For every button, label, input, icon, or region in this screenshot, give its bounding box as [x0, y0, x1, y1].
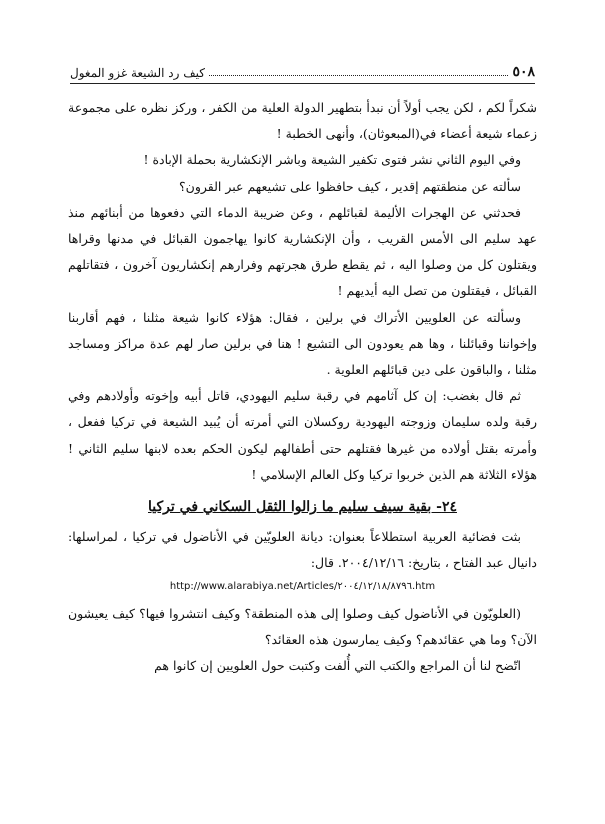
source-url: http://www.alarabiya.net/Articles/٢٠٠٤/١٢/١٨/٨٧٩٦.htm: [169, 580, 436, 592]
section-title: ٢٤- بقية سيف سليم ما زالوا الثقل السكاني في تركيا: [148, 499, 457, 516]
running-title: كيف رد الشيعة غزو المغول: [70, 66, 206, 80]
paragraph: وسألته عن العلويين الأتراك في برلين ، فقال: هؤلاء كانوا شيعة مثلنا ، فهم أقاربنا وإخواننا وقبائلنا ، وها هم يعودون الى التشيع ! هنا في برلين صار لهم عدة مراكز ومساجد مثلنا ، والباقون على دين قبائلهم العلوية .: [68, 309, 537, 378]
paragraph: فحدثني عن الهجرات الأليمة لقبائلهم ، وعن ضريبة الدماء التي دفعوها من أبنائهم منذ عهد سليم الى الأمس القريب ، وأن الإنكشارية كانوا يهاجمون القبائل في مدنها وقراها ويقتلون كل من وصلوا اليه ، ثم يقطع طرق هجرتهم وفرارهم إنكشاريون آخرون ، فتقاتلهم القبائل ، فيقتلون من تصل اليه أيديهم !: [68, 204, 537, 299]
paragraph: (العلويّون في الأناضول كيف وصلوا إلى هذه المنطقة؟ وكيف انتشروا فيها؟ كيف يعيشون الآن؟ وما هي عقائدهم؟ وكيف يمارسون هذه العقائد؟: [68, 605, 537, 647]
paragraph: بثت فضائية العربية استطلاعاً بعنوان: ديانة العلويّين في الأناضول في تركيا ، لمراسلها: دانيال عبد الفتاح ، بتاريخ: ٢٠٠٤/١٢/١٦. قال:: [68, 529, 537, 571]
paragraph: وفي اليوم الثاني نشر فتوى تكفير الشيعة وباشر الإنكشارية بحملة الإبادة !: [143, 152, 521, 168]
paragraph: سألته عن منطقتهم إقدير ، كيف حافظوا على تشيعهم عبر القرون؟: [179, 178, 521, 194]
paragraph: اتّضح لنا أن المراجع والكتب التي أُلفت وكتبت حول العلويين إن كانوا هم: [154, 658, 521, 674]
header-dot-leader: [209, 74, 508, 76]
page-body: [68, 95, 537, 679]
page-number: ٥٠٨: [512, 64, 535, 80]
running-header: [70, 60, 535, 80]
paragraph: ثم قال بغضب: إن كل آثامهم في رقبة سليم اليهودي، قاتل أبيه وإخوته وأولادهم وفي رقبة ولده سليمان وزوجته اليهودية روكسلان التي أمرته أن يُبيد الشيعة في تركيا ففعل ، وأمرته بقتل أولاده من غيرها فقتلهم حتى أطفالهم ليكون الحكم بعده لابنها سليم الثاني ! هؤلاء الثلاثة هم الذين خربوا تركيا وكل العالم الإسلامي !: [68, 388, 537, 482]
header-rule: [70, 83, 535, 84]
paragraph: شكراً لكم ، لكن يجب أولاً أن نبدأ بتطهير الدولة العلية من الكفر ، وركز نظره على مجموعة زعماء شيعة أعضاء في(المبعوثان)، وأنهى الخطبة !: [68, 100, 537, 142]
